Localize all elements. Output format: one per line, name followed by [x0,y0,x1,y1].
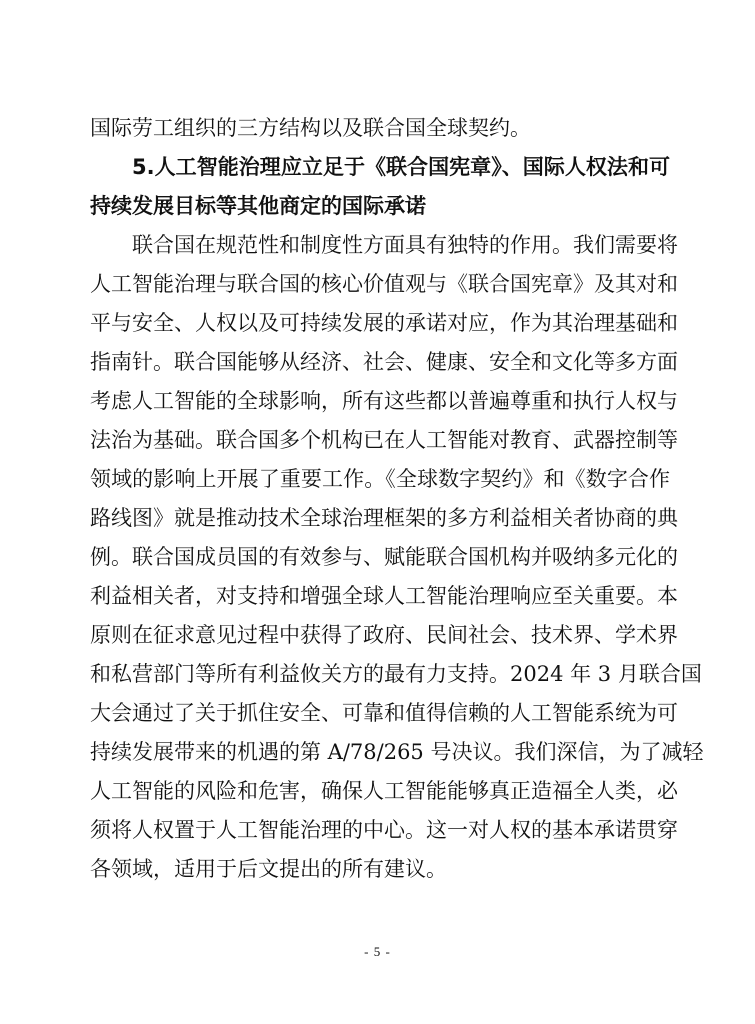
body-text-line: 持续发展带来的机遇的第 A/78/265 号决议。我们深信，为了减轻 [90,740,704,764]
body-text-line: 考虑人工智能的全球影响，所有这些都以普遍尊重和执行人权与 [90,389,678,413]
body-text-line: 例。联合国成员国的有效参与、赋能联合国机构并吸纳多元化的 [90,545,678,569]
body-text-line: 路线图》就是推动技术全球治理框架的多方利益相关者协商的典 [90,506,678,530]
body-text-line: 人工智能治理与联合国的核心价值观与《联合国宪章》及其对和 [90,272,678,296]
body-text-line: 原则在征求意见过程中获得了政府、民间社会、技术界、学术界 [90,623,678,647]
body-text-line: 法治为基础。联合国多个机构已在人工智能对教育、武器控制等 [90,428,678,452]
body-text-line: 国际劳工组织的三方结构以及联合国全球契约。 [90,116,531,140]
page-number: - 5 - [364,944,391,959]
body-text-line: 利益相关者，对支持和增强全球人工智能治理响应至关重要。本 [90,584,678,608]
body-text-line: 和私营部门等所有利益攸关方的最有力支持。2024 年 3 月联合国 [90,662,702,686]
section-heading-line: 持续发展目标等其他商定的国际承诺 [90,194,426,218]
body-text-line: 大会通过了关于抓住安全、可靠和值得信赖的人工智能系统为可 [90,701,678,725]
body-text-line: 各领域，适用于后文提出的所有建议。 [90,857,447,881]
body-text-line: 联合国在规范性和制度性方面具有独特的作用。我们需要将 [132,233,678,257]
body-text-line: 人工智能的风险和危害，确保人工智能能够真正造福全人类，必 [90,779,678,803]
body-text-line: 领域的影响上开展了重要工作。《全球数字契约》和《数字合作 [90,467,670,491]
body-text-line: 平与安全、人权以及可持续发展的承诺对应，作为其治理基础和 [90,311,678,335]
section-heading-line: 5.人工智能治理应立足于《联合国宪章》、国际人权法和可 [132,155,670,179]
body-text-line: 指南针。联合国能够从经济、社会、健康、安全和文化等多方面 [90,350,678,374]
body-text-line: 须将人权置于人工智能治理的中心。这一对人权的基本承诺贯穿 [90,818,678,842]
